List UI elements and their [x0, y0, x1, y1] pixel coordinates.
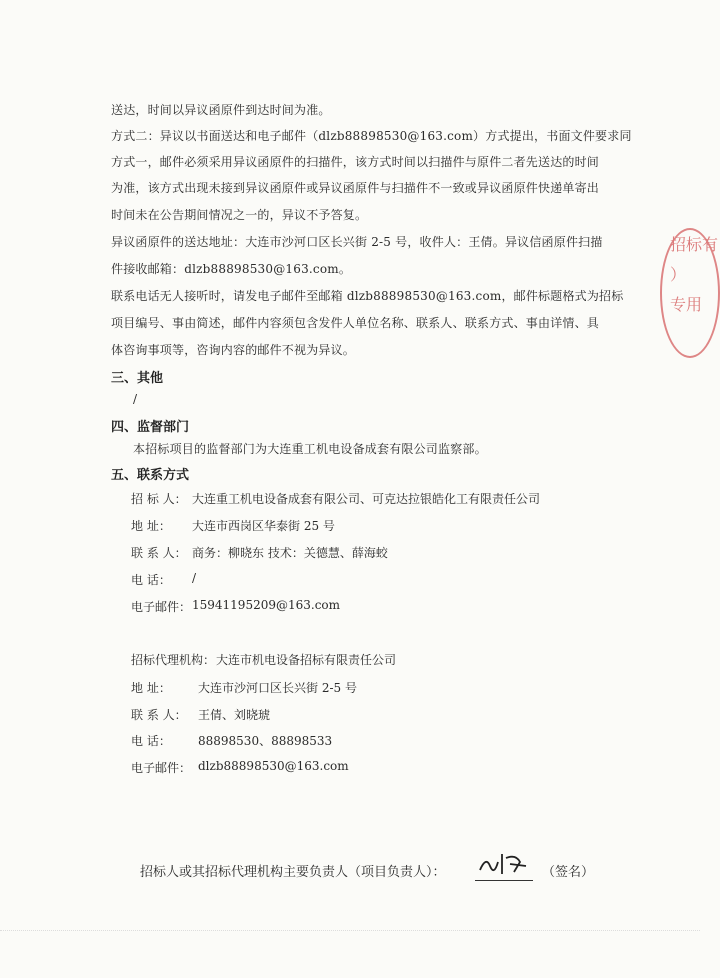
signature-underline [475, 880, 533, 881]
handwritten-signature-icon [476, 848, 536, 880]
paragraph-line: 联系电话无人接听时，请发电子邮件至邮箱 dlzb88898530@163.com，邮件标题格式为招标 [111, 289, 624, 303]
agency-name-label: 招标代理机构： [131, 653, 216, 667]
paragraph-line: 项目编号、事由简述，邮件内容须包含发件人单位名称、联系人、联系方式、事由详情、具 [111, 316, 600, 330]
agency-contact: 王倩、刘晓琥 [198, 708, 271, 722]
agency-address: 大连市沙河口区长兴街 2-5 号 [198, 681, 357, 695]
agency-email: dlzb88898530@163.com [198, 759, 349, 773]
page-fold-line [0, 930, 700, 931]
section-body-supervision: 本招标项目的监督部门为大连重工机电设备成套有限公司监察部。 [133, 442, 487, 456]
tenderer-phone-label: 电 话： [131, 573, 171, 587]
official-seal-stamp: 招标有 ） 专用 [660, 228, 720, 358]
tenderer-address: 大连市西岗区华泰街 25 号 [192, 519, 335, 533]
paragraph-line: 方式一，邮件必须采用异议函原件的扫描件，该方式时间以扫描件与原件二者先送达的时间 [111, 155, 600, 169]
paragraph-line: 异议函原件的送达地址：大连市沙河口区长兴街 2-5 号，收件人：王倩。异议信函原件扫描 [111, 235, 603, 249]
paragraph-line: 体咨询事项等，咨询内容的邮件不视为异议。 [111, 343, 356, 357]
agency-name: 大连市机电设备招标有限责任公司 [216, 653, 397, 667]
tenderer-phone: / [192, 571, 197, 585]
agency-address-label: 地 址： [131, 681, 171, 695]
paragraph-line: 件接收邮箱：dlzb88898530@163.com。 [111, 262, 352, 276]
section-heading-other: 三、其他 [111, 371, 164, 386]
tenderer-contact: 商务：柳晓东 技术：关德慧、薛海蛟 [192, 546, 388, 560]
agency-email-label: 电子邮件： [131, 761, 192, 775]
tenderer-name-label: 招 标 人： [131, 492, 187, 506]
agency-contact-label: 联 系 人： [131, 708, 187, 722]
section-heading-contact: 五、联系方式 [111, 468, 190, 483]
tenderer-address-label: 地 址： [131, 519, 171, 533]
section-body-other: / [133, 392, 138, 406]
paragraph-line: 为准，该方式出现未接到异议函原件或异议函原件与扫描件不一致或异议函原件快递单寄出 [111, 181, 600, 195]
signature-label: 招标人或其招标代理机构主要负责人（项目负责人）： [140, 865, 446, 880]
paragraph-line: 送达，时间以异议函原件到达时间为准。 [111, 103, 331, 117]
tenderer-email-label: 电子邮件： [131, 600, 192, 614]
agency-phone: 88898530、88898533 [198, 734, 333, 748]
section-heading-supervision: 四、监督部门 [111, 420, 190, 435]
tenderer-name: 大连重工机电设备成套有限公司、可克达拉银皓化工有限责任公司 [192, 492, 541, 506]
signature-suffix: （签名） [542, 865, 595, 880]
agency-phone-label: 电 话： [131, 734, 171, 748]
tenderer-email: 15941195209@163.com [192, 598, 341, 612]
paragraph-line: 时间未在公告期间情况之一的，异议不予答复。 [111, 208, 368, 222]
paragraph-line: 方式二：异议以书面送达和电子邮件（dlzb88898530@163.com）方式提出，书面文件要求同 [111, 129, 632, 143]
tenderer-contact-label: 联 系 人： [131, 546, 187, 560]
